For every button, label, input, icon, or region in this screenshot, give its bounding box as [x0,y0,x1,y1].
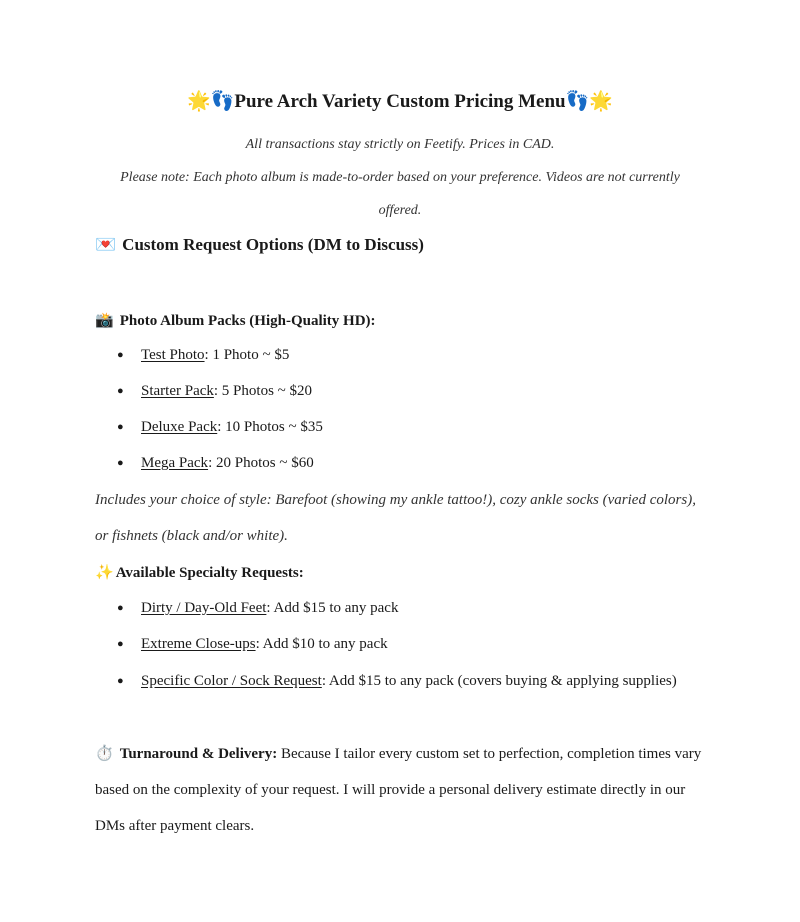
bullet-icon: ● [117,675,124,687]
bullet-icon: ● [117,602,124,614]
list-item [117,380,312,402]
bullet-icon: ● [117,349,124,361]
specialty-detail: : Add $15 to any pack (covers buying & applying supplies) [321,673,677,689]
specialty-detail: : Add $15 to any pack [266,600,399,616]
pack-name: Mega Pack [141,455,209,471]
love-letter-icon: 💌 [95,235,117,255]
pack-name: Test Photo [141,347,205,363]
list-item [117,344,289,366]
star-footprints-icon: 🌟👣 [187,90,235,112]
custom-request-heading-text: Custom Request Options (DM to Discuss) [122,235,424,254]
page-title-text: Pure Arch Variety Custom Pricing Menu [234,91,566,112]
pack-detail: : 20 Photos ~ $60 [208,455,314,471]
specialty-name: Specific Color / Sock Request [141,673,322,689]
intro-line-1: All transactions stay strictly on Feetify. Prices in CAD. [245,137,555,152]
pack-name: Starter Pack [141,383,214,399]
specialty-heading-text: Available Specialty Requests: [115,565,304,581]
bullet-icon: ● [117,457,124,469]
bullet-icon: ● [117,385,124,397]
pack-detail: : 1 Photo ~ $5 [204,347,290,363]
camera-flash-icon: 📸 [95,311,114,329]
bullet-icon: ● [117,421,124,433]
turnaround-text: Because I tailor every custom set to perfection, completion times vary based on the complexity of your request. I will provide a personal delivery estimate directly in our DMs after payment clears. [95,746,702,834]
list-item [117,452,314,474]
sparkles-icon: ✨ [95,563,114,581]
turnaround-label: Turnaround & Delivery: [119,746,278,762]
list-item [117,416,323,438]
footprints-star-icon: 👣🌟 [565,90,613,112]
list-item [117,670,677,692]
specialty-name: Extreme Close-ups [141,636,256,652]
bullet-icon: ● [117,638,124,650]
specialty-name: Dirty / Day-Old Feet [141,600,267,616]
list-item [117,597,398,619]
pack-detail: : 10 Photos ~ $35 [217,419,323,435]
specialty-detail: : Add $10 to any pack [255,636,388,652]
photo-packs-heading [95,309,376,332]
page-title [0,88,800,115]
photo-packs-heading-text: Photo Album Packs (High-Quality HD): [119,313,376,329]
list-item [117,633,388,655]
style-note: Includes your choice of style: Barefoot (showing my ankle tattoo!), cozy ankle socks (varied colors), or fishnets (black and/or white). [95,492,696,544]
intro-line-3: offered. [378,203,422,218]
pack-name: Deluxe Pack [141,419,218,435]
custom-request-heading [95,233,424,257]
stopwatch-icon: ⏱️ [95,744,114,762]
turnaround-paragraph [95,735,707,844]
specialty-heading [95,561,304,584]
pack-detail: : 5 Photos ~ $20 [213,383,313,399]
intro-line-2: Please note: Each photo album is made-to-order based on your preference. Videos are not currently [120,170,680,185]
